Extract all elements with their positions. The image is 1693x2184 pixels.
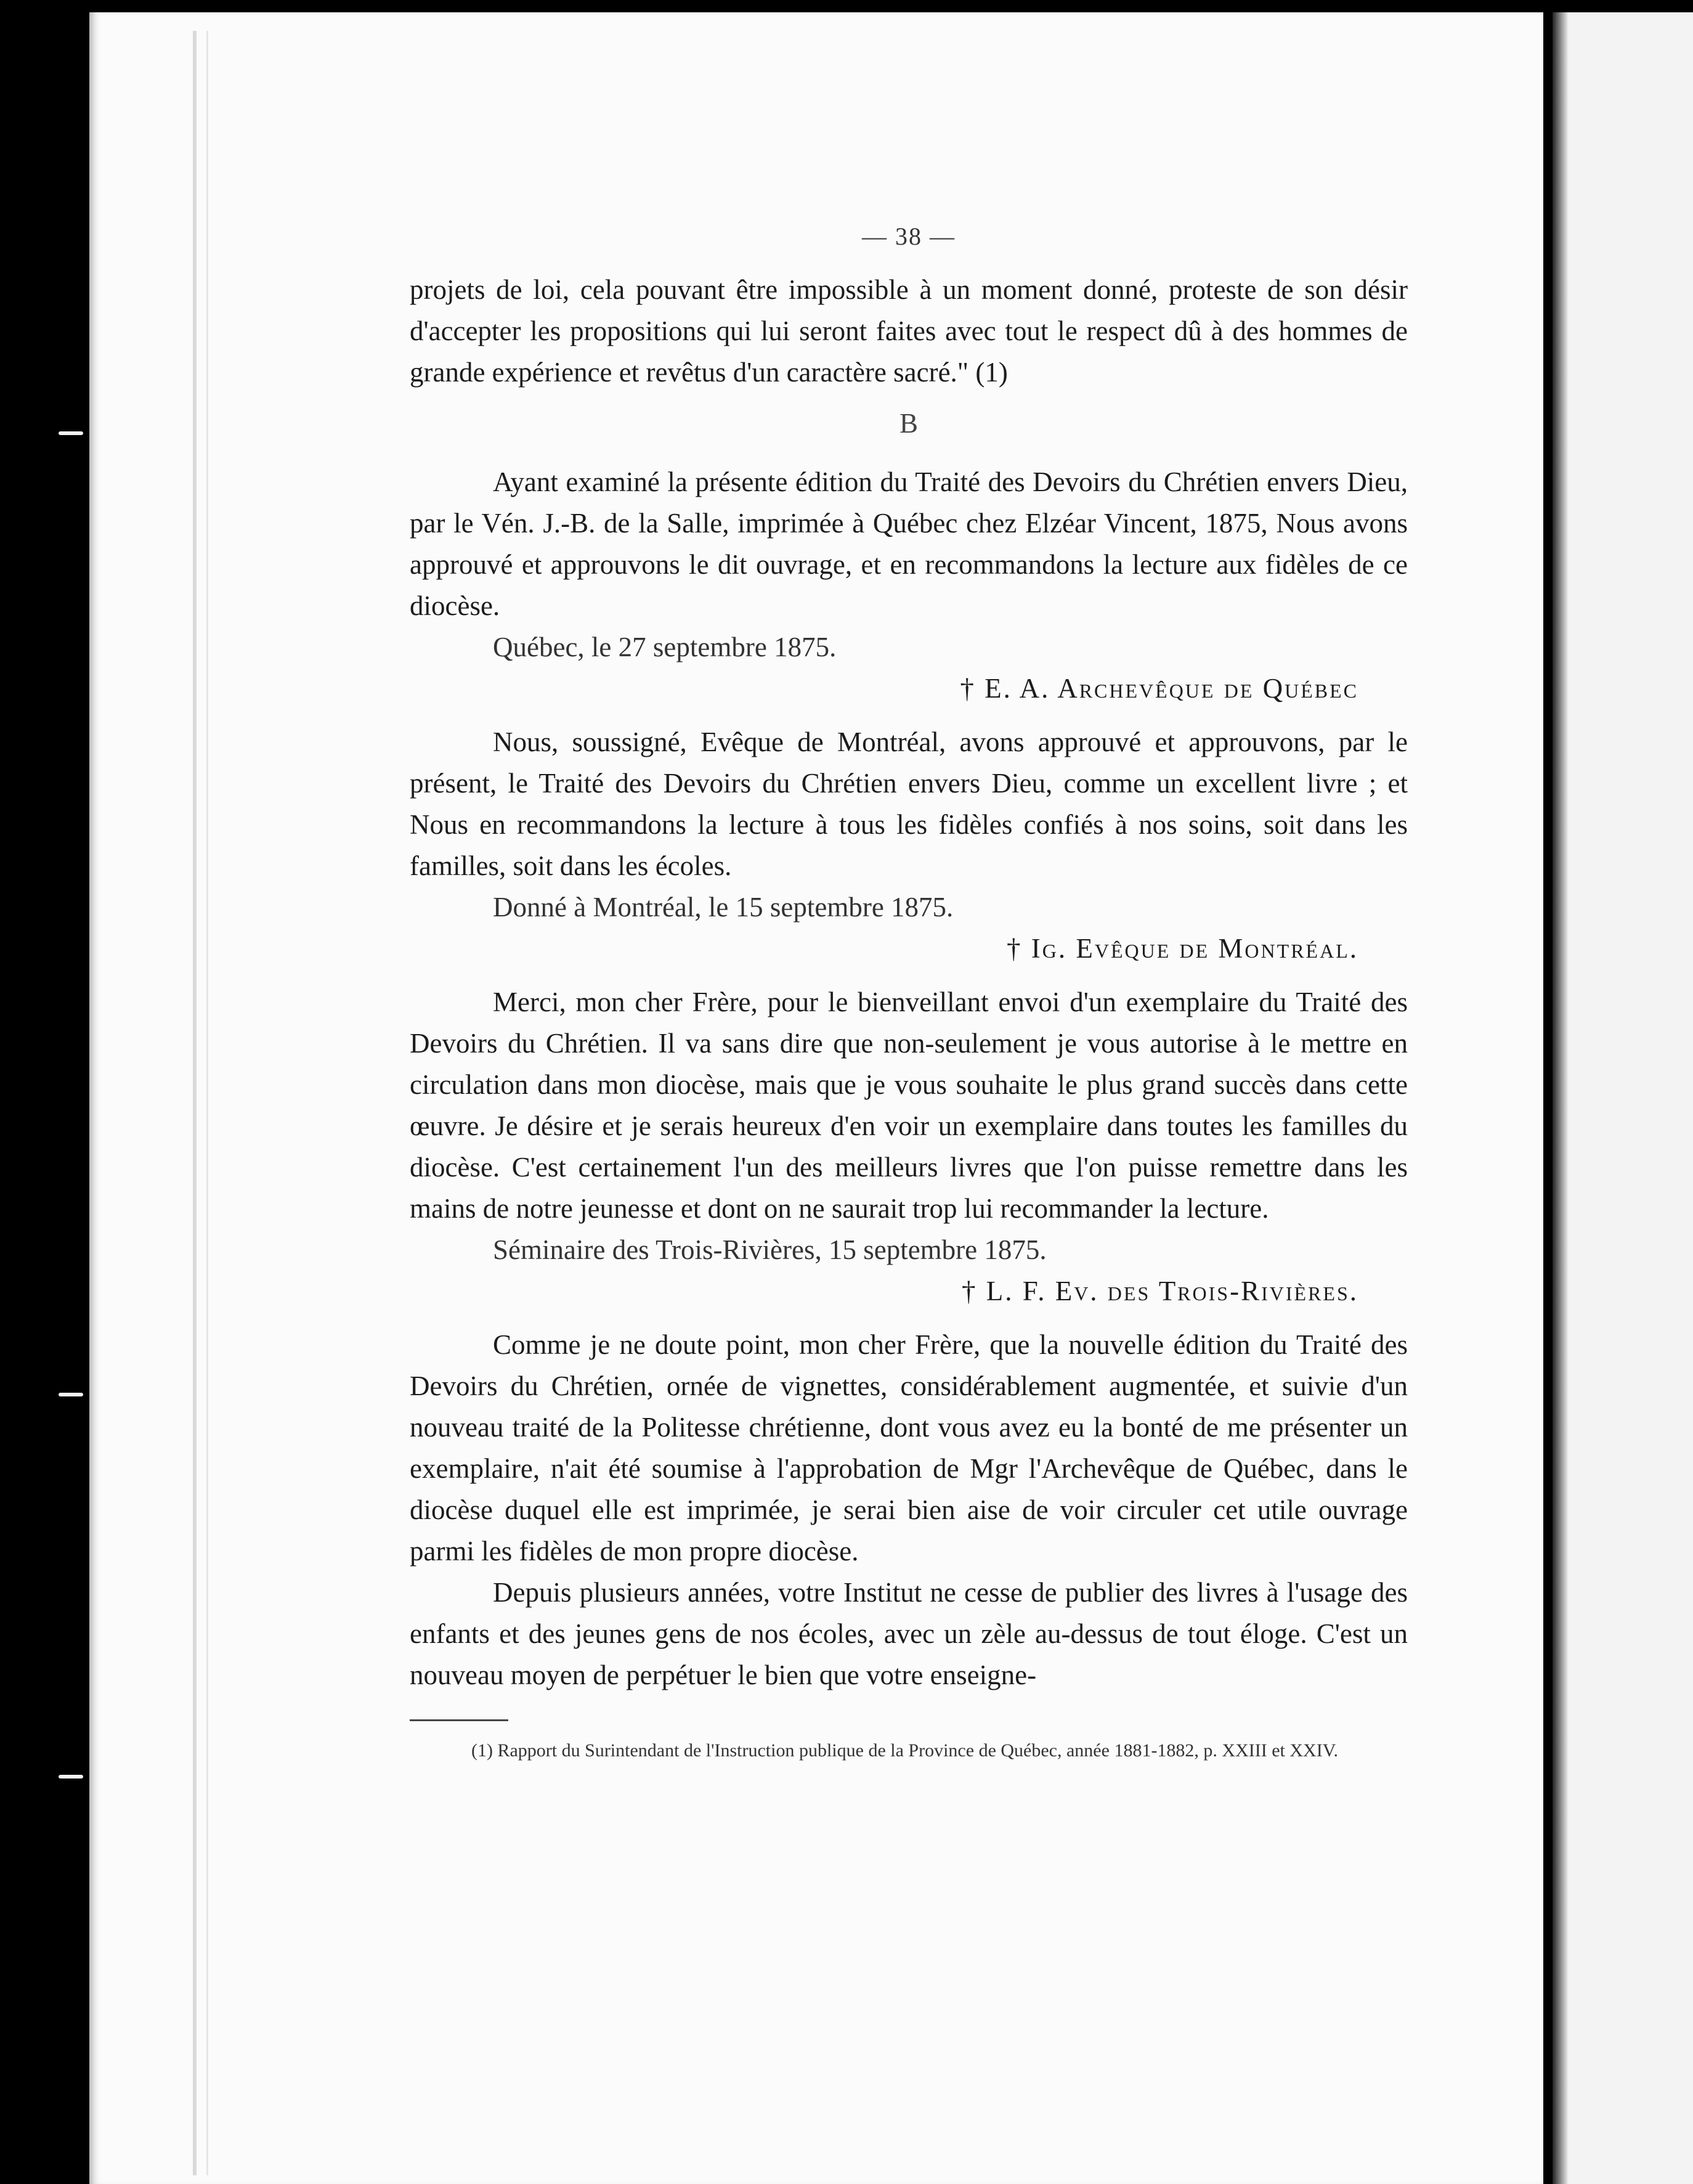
approval-paragraph-trois-rivieres: Merci, mon cher Frère, pour le bienveillant envoi d'un exemplaire du Traité des Devoirs du Chrétien. Il va sans dire que non-seulement je vous autorise à le mettre en circulation dans mon diocèse, mais que je vous souhaite le plus grand succès dans cette œuvre. Je désire et je serais heureux d'en voir un exemplaire dans toutes les familles du diocèse. C'est certainement l'un des meilleurs livres que l'on puisse remettre dans les mains de notre jeunesse et dont on ne saurait trop lui recommander la lecture.	[410, 987, 1408, 1224]
scan-edge-mark	[59, 1775, 83, 1779]
scan-edge-mark	[59, 431, 83, 435]
facing-page-edge	[1553, 12, 1693, 2184]
page-text	[410, 216, 1408, 1763]
footnote-rule	[410, 1719, 508, 1721]
page-fold-line	[193, 31, 197, 2175]
scan-edge-mark	[59, 1393, 83, 1396]
approval-paragraph-montreal: Nous, soussigné, Evêque de Montréal, avons approuvé et approuvons, par le présent, le Traité des Devoirs du Chrétien envers Dieu, comme un excellent livre ; et Nous en recommandons la lecture à tous les fidèles confiés à nos soins, soit dans les familles, soit dans les écoles.	[410, 727, 1408, 881]
approval-date-quebec: Québec, le 27 septembre 1875.	[493, 632, 837, 662]
signature-quebec: † E. A. Archevêque de Québec	[960, 673, 1358, 704]
page-number: — 38 —	[862, 222, 956, 250]
page-fold-line	[206, 31, 208, 2175]
approval-date-montreal: Donné à Montréal, le 15 septembre 1875.	[493, 892, 954, 923]
scan-background-left	[0, 0, 92, 2184]
footnote: (1) Rapport du Surintendant de l'Instruction publique de la Province de Québec, année 1881-1882, p. XXIII et XXIV.	[471, 1740, 1338, 1761]
approval-paragraph-quebec: Ayant examiné la présente édition du Traité des Devoirs du Chrétien envers Dieu, par le Vén. J.-B. de la Salle, imprimée à Québec chez Elzéar Vincent, 1875, Nous avons approuvé et approuvons le dit ouvrage, et en recommandons la lecture aux fidèles de ce diocèse.	[410, 467, 1408, 621]
section-heading: B	[899, 408, 918, 439]
approval-date-trois-rivieres: Séminaire des Trois-Rivières, 15 septembre 1875.	[493, 1234, 1047, 1265]
letter-paragraph: Comme je ne doute point, mon cher Frère, que la nouvelle édition du Traité des Devoirs du Chrétien, ornée de vignettes, considérablement augmentée, et suivie d'un nouveau traité de la Politesse chrétienne, dont vous avez eu la bonté de me présenter un exemplaire, n'ait été soumise à l'approbation de Mgr l'Archevêque de Québec, dans le diocèse duquel elle est imprimée, je serai bien aise de voir circuler cet utile ouvrage parmi les fidèles de mon propre diocèse.	[410, 1329, 1408, 1567]
letter-paragraph: Depuis plusieurs années, votre Institut ne cesse de publier des livres à l'usage des enfants et des jeunes gens de nos écoles, avec un zèle au-dessus de tout éloge. C'est un nouveau moyen de perpétuer le bien que votre enseigne-	[410, 1577, 1408, 1690]
signature-trois-rivieres: † L. F. Ev. des Trois-Rivières.	[962, 1276, 1358, 1306]
facing-page-shadow	[1553, 12, 1569, 2184]
signature-montreal: † Ig. Evêque de Montréal.	[1007, 933, 1358, 964]
opening-paragraph: projets de loi, cela pouvant être impossible à un moment donné, proteste de son désir d'accepter les propositions qui lui seront faites avec tout le respect dû à des hommes de grande expérience et revêtus d'un caractère sacré." (1)	[410, 274, 1408, 388]
